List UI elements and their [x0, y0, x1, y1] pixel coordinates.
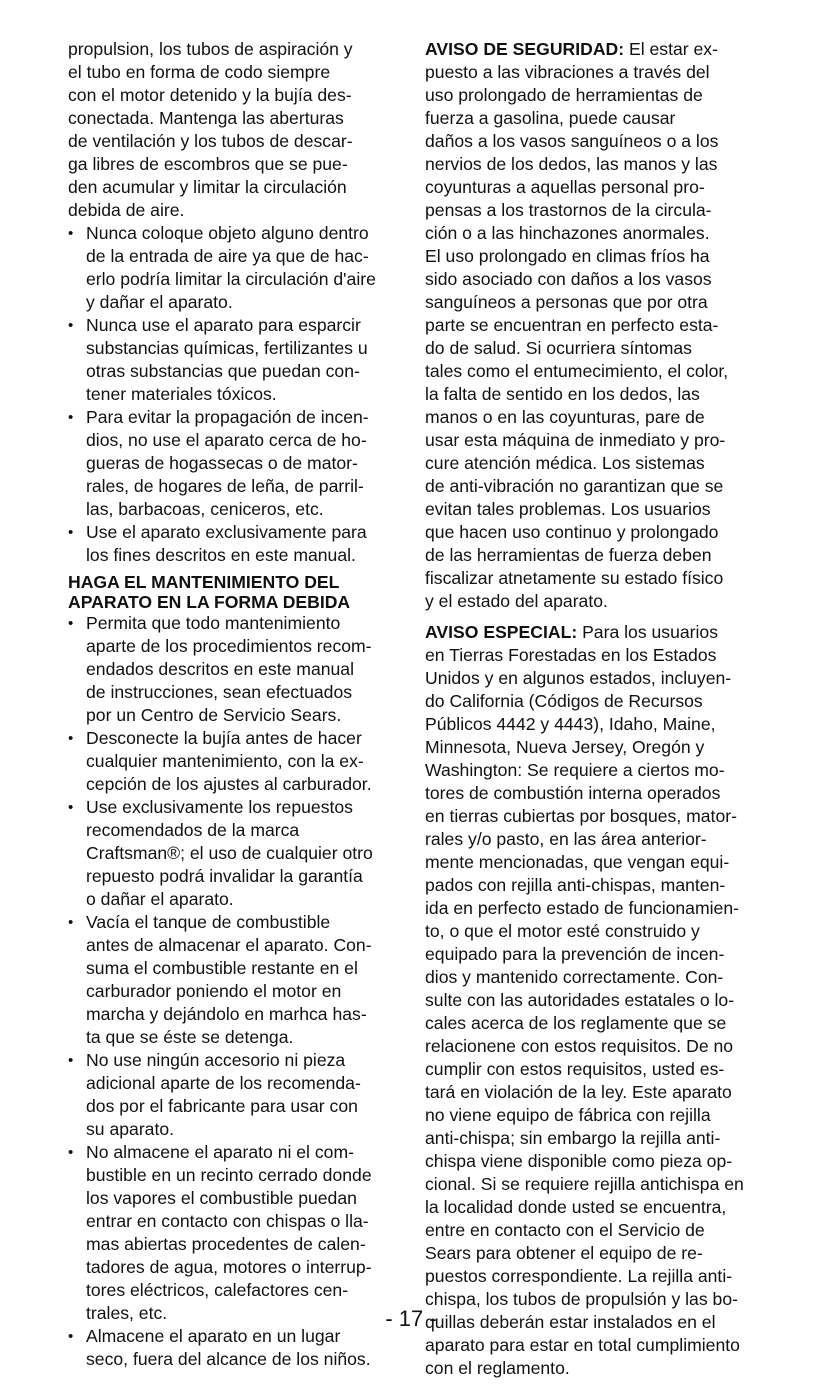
- bullet-icon: •: [68, 730, 74, 747]
- bullet-text: No use ningún accesorio ni pieza adicional aparte de los recomenda- dos por el fabricante para usar con su aparato.: [86, 1050, 361, 1139]
- safety-notice-text: El estar ex- puesto a las vibraciones a través del uso prolongado de herramientas de fuerza a gasolina, puede causar daños a los vasos sanguíneos o a los nervios de los dedos, las manos y las coyunturas a aquellas personal pro- pensas a los trastornos de la circula- ción o a las hinchazones anormales. El uso prolongado en climas fríos ha sido asociado con daños a los vasos sanguíneos a personas que por otra parte se encuentran en perfecto esta- do de salud. Si ocurriera síntomas tales como el entumecimiento, el color, la falta de sentido en los dedos, las manos o en las coyunturas, pare de usar esta máquina de inmediato y pro- cure atención médica. Los sistemas de anti-vibración no garantizan que se evitan tales problemas. Los usuarios que hacen uso continuo y prolongado de las herramientas de fuerza deben fiscalizar atnetamente su estado físico y el estado del aparato.: [425, 39, 729, 611]
- bullet-item: [68, 521, 412, 567]
- bullet-item: [68, 796, 412, 911]
- special-notice-text: Para los usuarios en Tierras Forestadas en los Estados Unidos y en algunos estados, incluyen- do California (Códigos de Recursos Públicos 4442 y 4443), Idaho, Maine, Minnesota, Nueva Jersey, Oregón y Washington: Se requiere a ciertos mo- tores de combustión interna operados en tierras cubiertas por bosques, mator- rales y/o pasto, en las área anterior- mente mencionadas, que vengan equi- pados con rejilla anti-chispas, manten- ida en perfecto estado de funcionamien- to, o que el motor esté construido y equipado para la prevención de incen- dios y mantenido correctamente. Con- sulte con las autoridades estatales o lo- cales acerca de los reglamente que se relacionene con estos requisitos. De no cumplir con estos requisitos, usted es- tará en violación de la ley. Este aparato no viene equipo de fábrica con rejilla anti-chispa; sin embargo la rejilla anti- chispa viene disponible como pieza op- cional. Si se requiere rejilla antichispa en la localidad donde usted se encuentra, entre en contacto con el Servicio de Sears para obtener el equipo de re- puestos correspondiente. La rejilla anti- chispa, los tubos de propulsión y las bo- quillas deberán estar instalados en el aparato para estar en total cumplimiento con el reglamento.: [425, 622, 744, 1378]
- bullet-text: Nunca coloque objeto alguno dentro de la entrada de aire ya que de hac- erlo podría limitar la circulación d'aire y dañar el aparato.: [86, 223, 376, 312]
- bullet-text: No almacene el aparato ni el com- bustible en un recinto cerrado donde los vapores el combustible puedan entrar en contacto con chispas o lla- mas abiertas procedentes de calen- tadores de agua, motores o interrup- tores eléctricos, calefactores cen- trales, etc.: [86, 1142, 372, 1323]
- bullet-text: Almacene el aparato en un lugar seco, fuera del alcance de los niños.: [86, 1326, 371, 1369]
- bullet-icon: •: [68, 225, 74, 242]
- bullet-icon: •: [68, 615, 74, 632]
- continued-paragraph: propulsion, los tubos de aspiración y el tubo en forma de codo siempre con el motor detenido y la bujía des- conectada. Mantenga las aberturas de ventilación y los tubos de descar- ga libres de escombros que se pue- den acumular y limitar la circulación debida de aire.: [68, 39, 353, 220]
- bullet-item: [68, 222, 412, 314]
- bullet-icon: •: [68, 1328, 74, 1345]
- bullet-item: [68, 612, 412, 727]
- bullet-icon: •: [68, 317, 74, 334]
- bullet-item: [68, 1049, 412, 1141]
- special-notice-heading: AVISO ESPECIAL:: [425, 622, 578, 642]
- special-notice-paragraph: [425, 621, 821, 1380]
- bullet-text: Desconecte la bujía antes de hacer cualquier mantenimiento, con la ex- cepción de los ajustes al carburador.: [86, 728, 372, 794]
- bullet-icon: •: [68, 1052, 74, 1069]
- bullet-item: [68, 314, 412, 406]
- bullet-icon: •: [68, 914, 74, 931]
- bullet-text: Permita que todo mantenimiento aparte de los procedimientos recom- endados descritos en este manual de instrucciones, sean efectuados por un Centro de Servicio Sears.: [86, 613, 372, 725]
- maintenance-heading: HAGA EL MANTENIMIENTO DEL APARATO EN LA FORMA DEBIDA: [68, 572, 351, 612]
- bullet-icon: •: [68, 524, 74, 541]
- bullet-item: [68, 727, 412, 796]
- left-column: [68, 38, 412, 1371]
- bullet-text: Vacía el tanque de combustible antes de almacenar el aparato. Con- suma el combustible restante en el carburador poniendo el motor en marcha y dejándolo en marhca has- ta que se éste se detenga.: [86, 912, 372, 1047]
- bullet-item: [68, 911, 412, 1049]
- right-column: [425, 38, 821, 1388]
- page-number: - 17 -: [385, 1306, 437, 1331]
- bullet-text: Use exclusivamente los repuestos recomendados de la marca Craftsman®; el uso de cualquier otro repuesto podrá invalidar la garantía o dañar el aparato.: [86, 797, 373, 909]
- safety-notice-paragraph: [425, 38, 821, 613]
- bullet-icon: •: [68, 799, 74, 816]
- bullet-item: [68, 1141, 412, 1325]
- bullet-icon: •: [68, 409, 74, 426]
- bullet-item: [68, 406, 412, 521]
- bullet-text: Use el aparato exclusivamente para los fines descritos en este manual.: [86, 522, 367, 565]
- safety-notice-heading: AVISO DE SEGURIDAD:: [425, 39, 625, 59]
- bullet-text: Nunca use el aparato para esparcir substancias químicas, fertilizantes u otras substancias que puedan con- tener materiales tóxicos.: [86, 315, 368, 404]
- bullet-icon: •: [68, 1144, 74, 1161]
- bullet-text: Para evitar la propagación de incen- dios, no use el aparato cerca de ho- gueras de hogassecas o de mator- rales, de hogares de leña, de parril- las, barbacoas, ceniceros, etc.: [86, 407, 369, 519]
